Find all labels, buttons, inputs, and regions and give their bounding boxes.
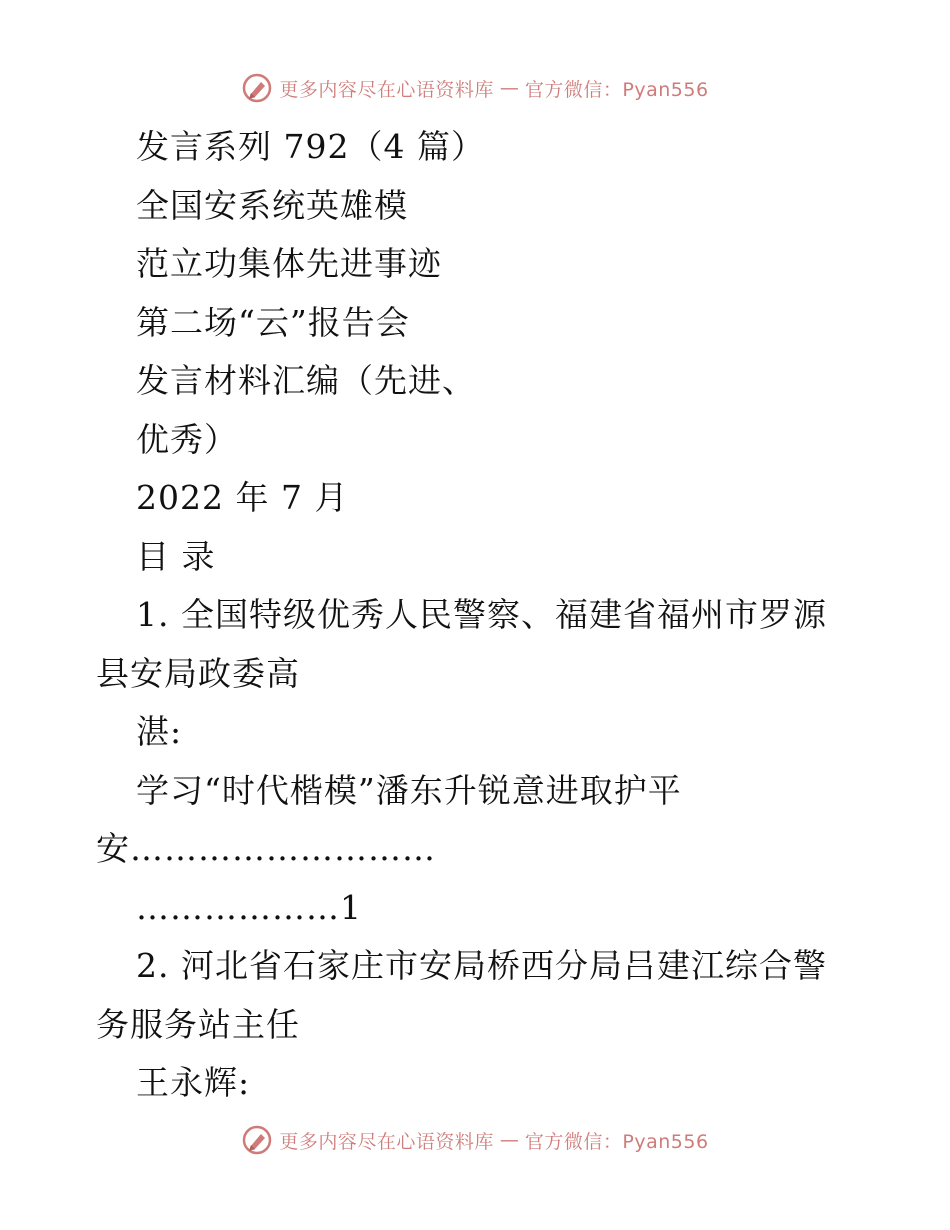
document-line: 发言系列 792（4 篇） xyxy=(136,127,485,166)
document-line: ………………1 xyxy=(136,887,362,927)
document-line: 1. 全国特级优秀人民警察、福建省福州市罗源 xyxy=(136,595,827,634)
pen-logo-icon xyxy=(241,72,273,104)
watermark-footer xyxy=(0,1124,950,1156)
document-line: 2. 河北省石家庄市安局桥西分局吕建江综合警 xyxy=(136,946,827,985)
document-line: 目 录 xyxy=(136,536,216,576)
document-line: 安……………………… xyxy=(96,829,436,868)
document-line: 学习“时代楷模”潘东升锐意进取护平 xyxy=(136,770,682,810)
document-line: 范立功集体先进事迹 xyxy=(136,244,442,283)
document-line: 优秀） xyxy=(136,419,238,459)
document-line: 2022 年 7 月 xyxy=(136,478,349,517)
watermark-separator: — xyxy=(499,77,519,99)
document-line: 发言材料汇编（先进、 xyxy=(136,361,476,400)
document-line: 全国安系统英雄模 xyxy=(136,185,408,225)
watermark-text: 更多内容尽在心语资料库 xyxy=(279,1130,494,1153)
document-line: 湛: xyxy=(136,712,183,751)
watermark-header xyxy=(0,72,950,104)
watermark-contact: 官方微信：Pyan556 xyxy=(524,1130,709,1153)
watermark-separator: — xyxy=(499,1129,519,1151)
pen-logo-icon xyxy=(241,1124,273,1156)
document-line: 第二场“云”报告会 xyxy=(136,302,410,342)
document-line: 务服务站主任 xyxy=(96,1004,300,1044)
watermark-contact: 官方微信：Pyan556 xyxy=(524,78,709,101)
watermark-text: 更多内容尽在心语资料库 xyxy=(279,78,494,101)
document-line: 县安局政委高 xyxy=(96,653,300,693)
document-body xyxy=(96,118,856,1113)
document-line: 王永辉: xyxy=(136,1063,251,1102)
